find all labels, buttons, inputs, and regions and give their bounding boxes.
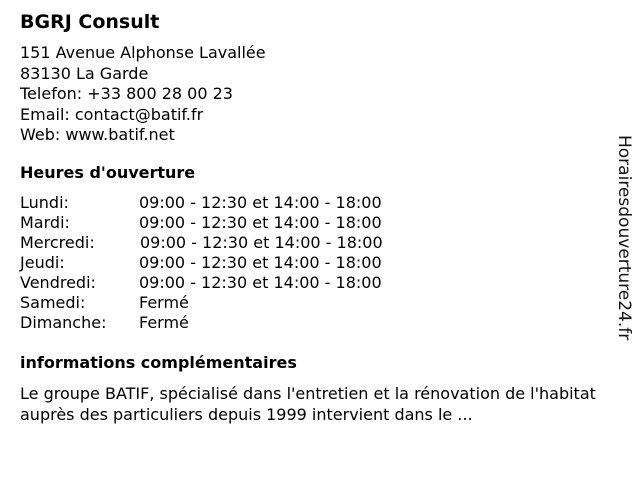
- web-line[interactable]: Web: www.batif.net: [20, 125, 175, 144]
- info-description: Le groupe BATIF, spécialisé dans l'entretien et la rénovation de l'habitat auprès des particuliers depuis 1999 intervient dans le ...: [20, 384, 596, 424]
- address-city: 83130 La Garde: [20, 63, 149, 83]
- day-label: Samedi:: [20, 293, 86, 312]
- day-label: Dimanche:: [20, 313, 107, 332]
- day-label: Mercredi:: [20, 233, 95, 252]
- day-hours: Fermé: [139, 313, 189, 332]
- hours-row-tuesday: [20, 213, 440, 233]
- day-hours: 09:00 - 12:30 et 14:00 - 18:00: [139, 193, 382, 212]
- day-hours: 09:00 - 12:30 et 14:00 - 18:00: [139, 213, 382, 232]
- day-label: Mardi:: [20, 213, 70, 232]
- address-street: 151 Avenue Alphonse Lavallée: [20, 43, 266, 62]
- day-hours: 09:00 - 12:30 et 14:00 - 18:00: [139, 273, 382, 292]
- day-label: Jeudi:: [20, 253, 65, 272]
- day-label: Vendredi:: [20, 273, 96, 292]
- hours-row-thursday: [20, 253, 440, 273]
- day-hours: 09:00 - 12:30 et 14:00 - 18:00: [139, 253, 382, 272]
- phone-line[interactable]: Telefon: +33 800 28 00 23: [20, 84, 233, 103]
- hours-row-sunday: [20, 313, 440, 333]
- site-watermark: Horairesdouverture24.fr: [614, 135, 634, 341]
- hours-row-monday: [20, 193, 440, 213]
- hours-row-saturday: [20, 293, 440, 313]
- day-label: Lundi:: [20, 193, 69, 212]
- day-hours: Fermé: [139, 293, 189, 312]
- business-name: BGRJ Consult: [20, 11, 160, 33]
- hours-row-wednesday: [20, 233, 440, 253]
- hours-row-friday: [20, 273, 440, 293]
- hours-table: [20, 193, 440, 333]
- email-line[interactable]: Email: contact@batif.fr: [20, 104, 204, 124]
- day-hours: 09:00 - 12:30 et 14:00 - 18:00: [140, 233, 383, 252]
- contact-block: [20, 43, 266, 146]
- hours-heading: Heures d'ouverture: [20, 163, 196, 182]
- info-heading: informations complémentaires: [20, 353, 297, 372]
